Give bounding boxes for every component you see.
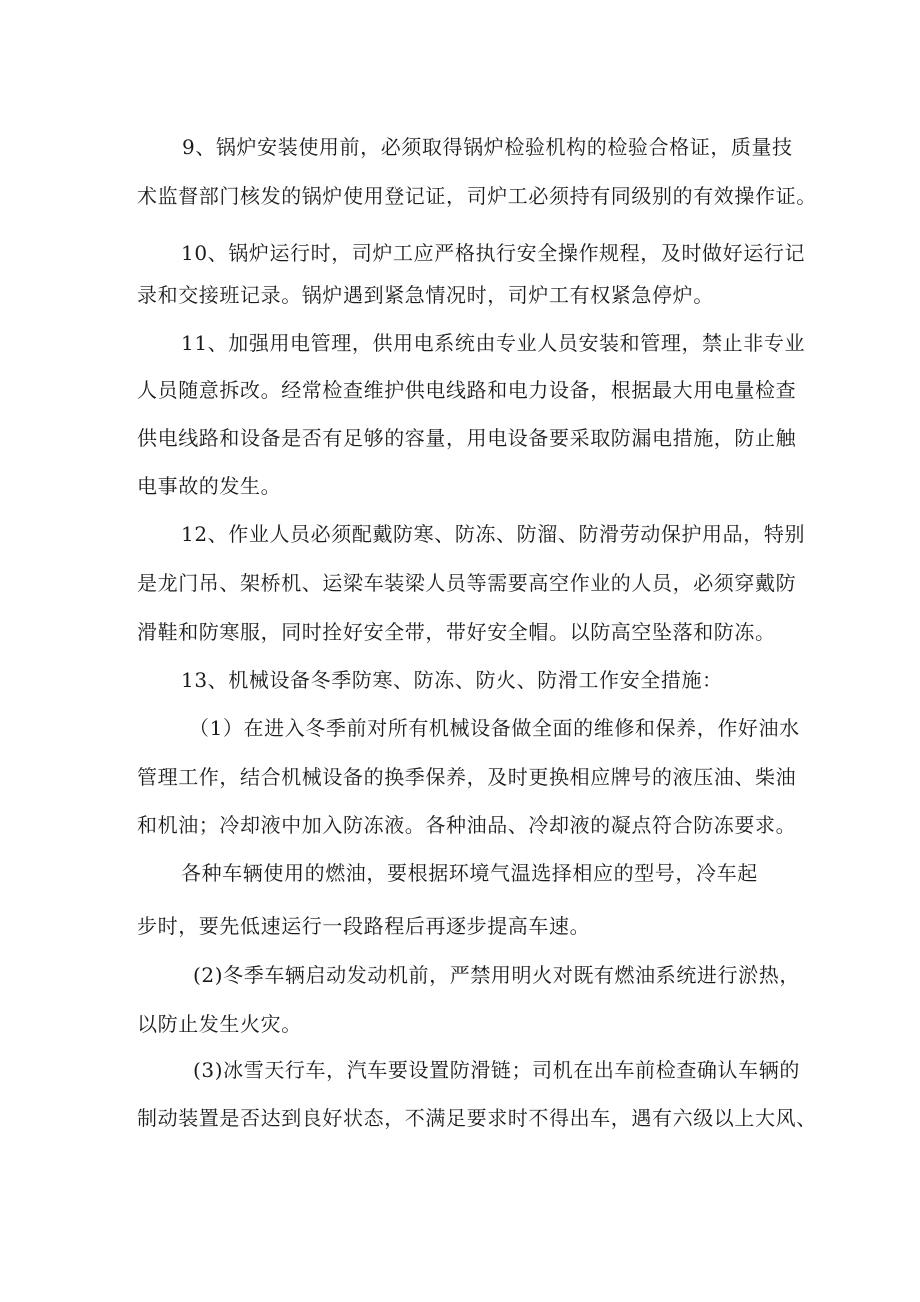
- text-line: 电事故的发生。: [137, 474, 282, 498]
- text-line: (2)冬季车辆启动发动机前，严禁用明火对既有燃油系统进行淤热，: [193, 963, 800, 987]
- text-line: 12、作业人员必须配戴防寒、防冻、防溜、防滑劳动保护用品，特别: [181, 522, 806, 546]
- text-line: 13、机械设备冬季防寒、防冻、防火、防滑工作安全措施：: [181, 668, 723, 692]
- text-line: 供电线路和设备是否有足够的容量，用电设备要采取防漏电措施，防止触: [137, 426, 797, 450]
- text-line: 以防止发生火灾。: [137, 1012, 302, 1036]
- text-line: 和机油；冷却液中加入防冻液。各种油品、冷却液的凝点符合防冻要求。: [137, 813, 797, 837]
- text-line: 是龙门吊、架桥机、运梁车装梁人员等需要高空作业的人员，必须穿戴防: [137, 571, 797, 595]
- text-line: 管理工作，结合机械设备的换季保养，及时更换相应牌号的液压油、柴油: [137, 765, 797, 789]
- text-line: 滑鞋和防寒服，同时拴好安全带，带好安全帽。以防高空坠落和防冻。: [137, 620, 776, 644]
- text-line: 10、锅炉运行时，司炉工应严格执行安全操作规程，及时做好运行记: [181, 241, 806, 265]
- text-line: (3)冰雪天行车，汽车要设置防滑链；司机在出车前检查确认车辆的: [193, 1058, 800, 1082]
- text-line: 术监督部门核发的锅炉使用登记证，司炉工必须持有同级别的有效操作证。: [137, 184, 817, 208]
- text-line: 步时，要先低速运行一段路程后再逐步提高车速。: [137, 914, 591, 938]
- text-line: 录和交接班记录。锅炉遇到紧急情况时，司炉工有权紧急停炉。: [137, 283, 714, 307]
- text-line: 制动装置是否达到良好状态，不满足要求时不得出车，遇有六级以上大风、: [137, 1106, 817, 1130]
- text-line: 人员随意拆改。经常检查维护供电线路和电力设备，根据最大用电量检查: [137, 378, 797, 402]
- text-line: （1）在进入冬季前对所有机械设备做全面的维修和保养，作好油水: [189, 716, 800, 740]
- text-line: 各种车辆使用的燃油，要根据环境气温选择相应的型号，冷车起: [181, 861, 758, 885]
- text-line: 11、加强用电管理，供用电系统由专业人员安装和管理，禁止非专业: [181, 331, 806, 355]
- text-line: 9、锅炉安装使用前，必须取得锅炉检验机构的检验合格证，质量技: [182, 135, 793, 159]
